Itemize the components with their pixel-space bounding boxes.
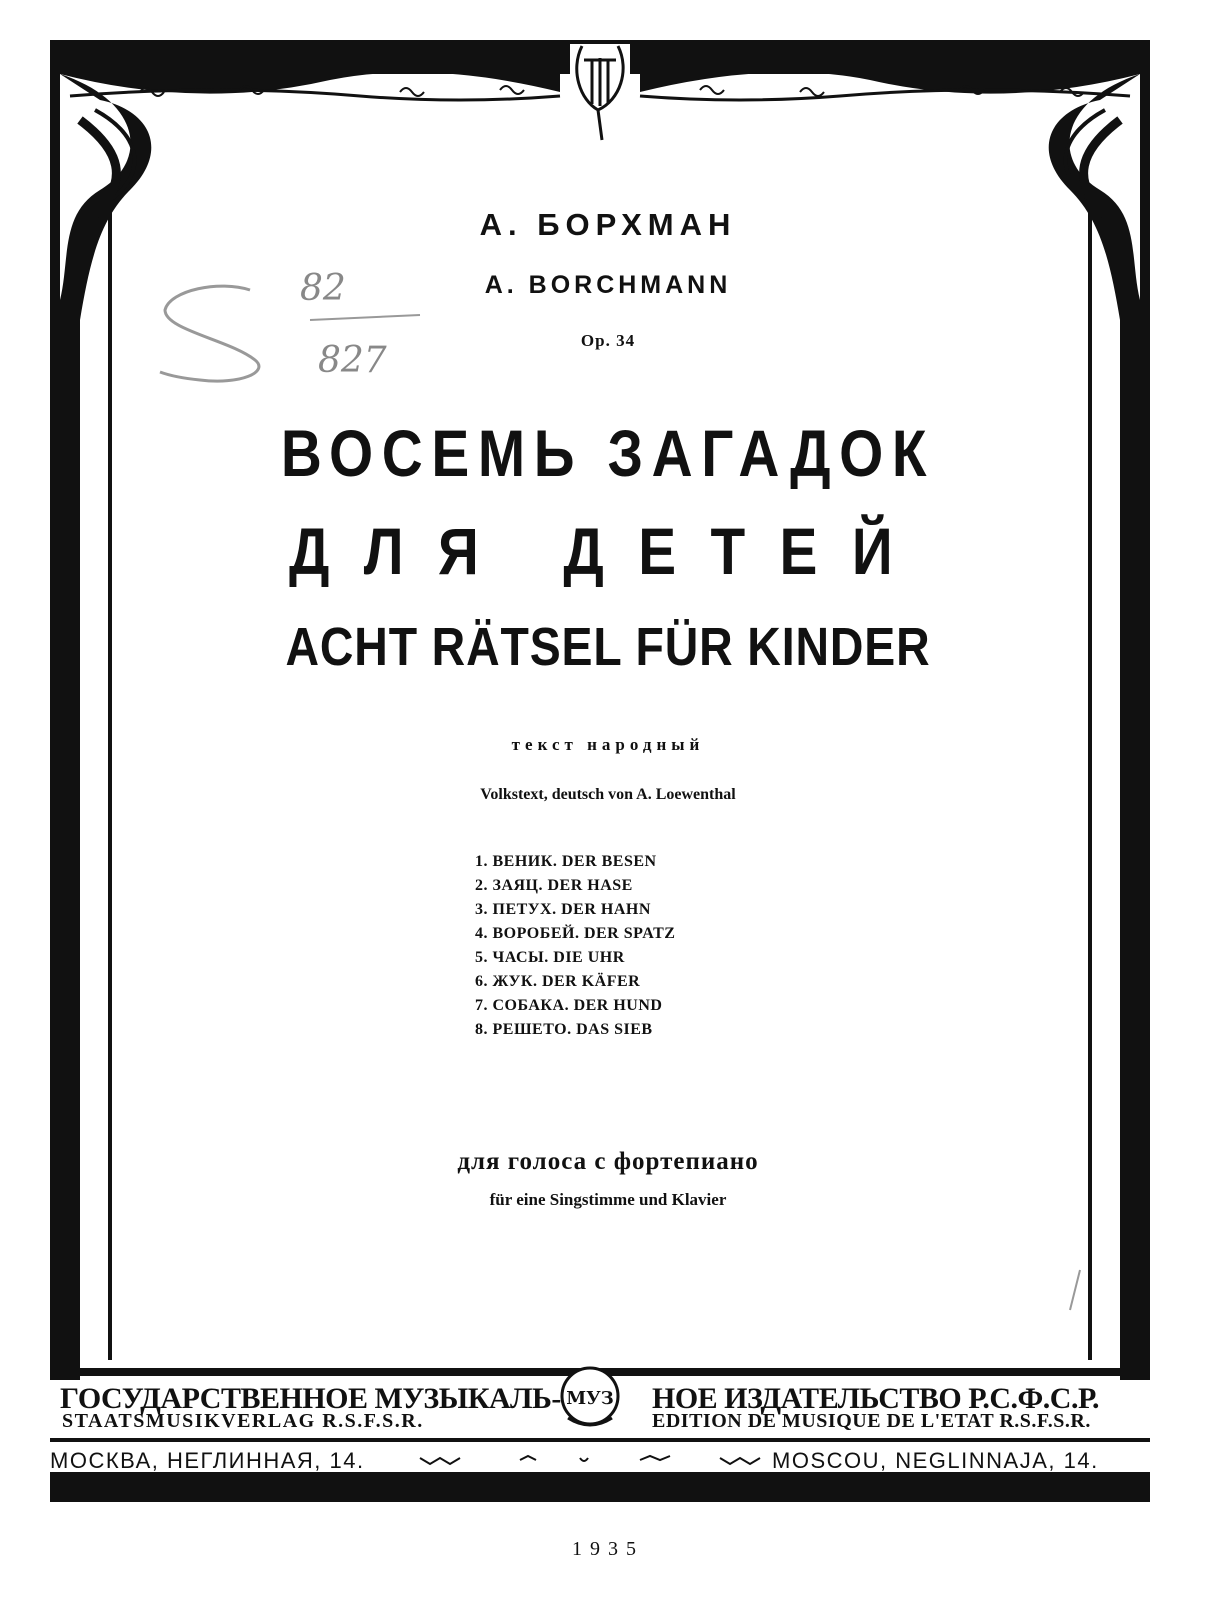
contents-item: 4. ВОРОБЕЙ. DER SPATZ bbox=[475, 925, 676, 942]
contents-item: 1. ВЕНИК. DER BESEN bbox=[475, 853, 657, 870]
contents-item: 7. СОБАКА. DER HUND bbox=[475, 997, 663, 1014]
opus-number: Op. 34 bbox=[580, 331, 636, 350]
contents-item: 8. РЕШЕТО. DAS SIEB bbox=[475, 1021, 653, 1038]
contents-item: 5. ЧАСЫ. DIE UHR bbox=[475, 949, 625, 966]
title-ru-line1: ВОСЕМЬ ЗАГАДОК bbox=[280, 416, 936, 490]
contents-item: 6. ЖУК. DER KÄFER bbox=[475, 973, 641, 990]
publisher-ru-left: ГОСУДАРСТВЕННОЕ МУЗЫКАЛЬ- bbox=[60, 1382, 561, 1415]
address-fr: MOSCOU, NEGLINNAJA, 14. bbox=[772, 1448, 1099, 1473]
publisher-de-left: STAATSMUSIKVERLAG R.S.F.S.R. bbox=[62, 1410, 424, 1432]
handwritten-shelfmark-bottom: 827 bbox=[318, 340, 387, 381]
text-credit-ru: текст народный bbox=[511, 735, 705, 754]
publisher-logo-text: МУЗ bbox=[566, 1388, 614, 1409]
title-ru-line2: ДЛЯ ДЕТЕЙ bbox=[288, 514, 928, 588]
contents-list bbox=[475, 850, 675, 1042]
address-ru: МОСКВА, НЕГЛИННАЯ, 14. bbox=[50, 1448, 365, 1473]
publisher-fr-right: EDITION DE MUSIQUE DE L'ETAT R.S.F.S.R. bbox=[652, 1410, 1091, 1432]
publication-year: 1935 bbox=[572, 1538, 644, 1560]
contents-item: 3. ПЕТУХ. DER HAHN bbox=[475, 901, 651, 918]
contents-item: 2. ЗАЯЦ. DER HASE bbox=[475, 877, 633, 894]
composer-name-ru: А. БОРХМАН bbox=[479, 207, 737, 242]
composer-name-de: A. BORCHMANN bbox=[484, 271, 732, 299]
handwritten-shelfmark-top: 82 bbox=[300, 268, 346, 309]
publisher-ru-right: НОЕ ИЗДАТЕЛЬСТВО Р.С.Ф.С.Р. bbox=[652, 1382, 1100, 1415]
title-de: ACHT RÄTSEL FÜR KINDER bbox=[285, 617, 931, 677]
text-credit-de: Volkstext, deutsch von A. Loewenthal bbox=[480, 786, 736, 803]
lyre-icon bbox=[570, 44, 630, 140]
scoring-ru: для голоса с фортепиано bbox=[457, 1148, 759, 1175]
scoring-de: für eine Singstimme und Klavier bbox=[489, 1190, 727, 1209]
